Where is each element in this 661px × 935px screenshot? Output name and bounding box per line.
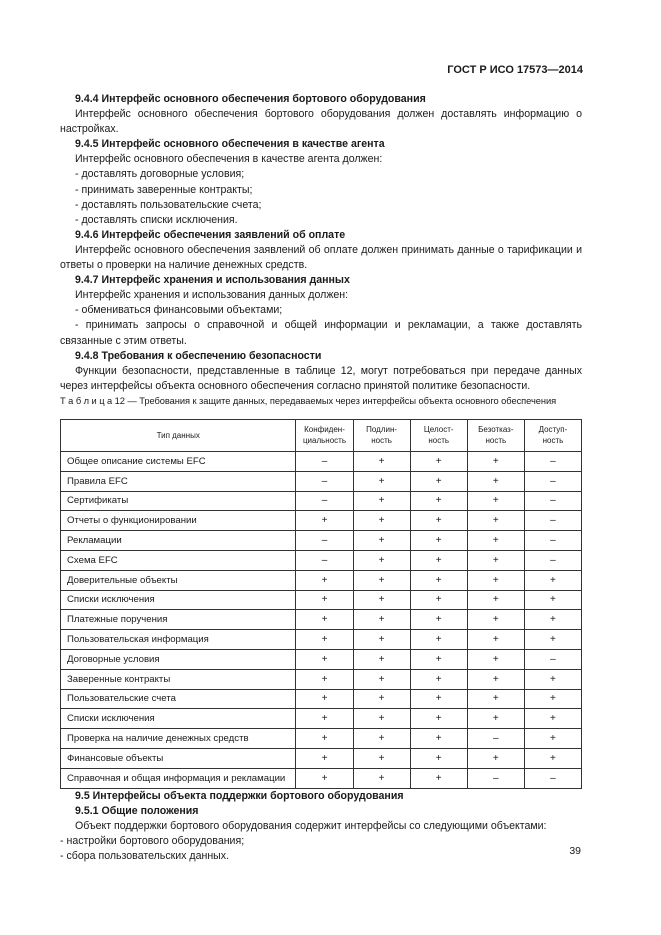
table-row (61, 748, 582, 768)
section-9-4-7-title: 9.4.7 Интерфейс хранения и использования данных (75, 274, 350, 287)
header-availability: Доступ- ность (524, 419, 581, 451)
cell-value: + (410, 451, 467, 471)
list-item: - обмениваться финансовыми объектами; (75, 304, 283, 317)
cell-value: + (296, 590, 353, 610)
cell-value: – (467, 729, 524, 749)
table-row (61, 550, 582, 570)
cell-value: + (410, 590, 467, 610)
cell-value: + (296, 649, 353, 669)
cell-value: + (524, 590, 581, 610)
table-row (61, 630, 582, 650)
list-item: - доставлять договорные условия; (75, 168, 245, 181)
cell-value: + (353, 610, 410, 630)
table-row (61, 669, 582, 689)
table-row (61, 471, 582, 491)
cell-data-type: Финансовые объекты (61, 748, 296, 768)
table-row (61, 649, 582, 669)
cell-value: + (410, 748, 467, 768)
cell-value: + (353, 630, 410, 650)
cell-value: + (524, 729, 581, 749)
document-header: ГОСТ Р ИСО 17573—2014 (447, 64, 583, 76)
table-row (61, 768, 582, 788)
cell-value: + (353, 590, 410, 610)
cell-value: + (296, 689, 353, 709)
cell-value: + (467, 491, 524, 511)
cell-data-type: Доверительные объекты (61, 570, 296, 590)
cell-value: – (524, 471, 581, 491)
cell-value: – (524, 451, 581, 471)
cell-value: + (410, 550, 467, 570)
table-row (61, 729, 582, 749)
header-data-type: Тип данных (61, 419, 296, 451)
section-9-4-6-title: 9.4.6 Интерфейс обеспечения заявлений об оплате (75, 228, 346, 241)
cell-value: + (467, 689, 524, 709)
cell-data-type: Проверка на наличие денежных средств (61, 729, 296, 749)
cell-data-type: Списки исключения (61, 590, 296, 610)
cell-value: + (353, 709, 410, 729)
cell-value: + (524, 689, 581, 709)
cell-value: + (410, 570, 467, 590)
section-9-4-4-text: Интерфейс основного обеспечения бортового оборудования должен доставлять информацию о настройках. (60, 108, 582, 136)
list-item: - принимать заверенные контракты; (75, 183, 253, 196)
cell-data-type: Платежные поручения (61, 610, 296, 630)
header-authenticity: Подлин- ность (353, 419, 410, 451)
cell-value: – (524, 768, 581, 788)
list-item: - доставлять списки исключения. (75, 213, 238, 226)
cell-value: + (467, 709, 524, 729)
table-row (61, 531, 582, 551)
cell-value: + (353, 669, 410, 689)
cell-value: + (410, 531, 467, 551)
cell-value: + (467, 610, 524, 630)
cell-value: + (410, 511, 467, 531)
cell-data-type: Заверенные контракты (61, 669, 296, 689)
cell-data-type: Пользовательская информация (61, 630, 296, 650)
cell-value: + (410, 630, 467, 650)
section-9-4-7-intro: Интерфейс хранения и использования данных должен: (75, 289, 349, 302)
cell-value: + (296, 511, 353, 531)
cell-value: + (353, 748, 410, 768)
cell-value: + (467, 550, 524, 570)
table-row (61, 610, 582, 630)
cell-data-type: Правила EFC (61, 471, 296, 491)
table-row (61, 689, 582, 709)
cell-value: + (524, 630, 581, 650)
section-9-4-4-title: 9.4.4 Интерфейс основного обеспечения бортового оборудования (75, 93, 426, 105)
cell-value: + (410, 669, 467, 689)
section-9-4-5-title: 9.4.5 Интерфейс основного обеспечения в качестве агента (75, 138, 385, 151)
list-item: - доставлять пользовательские счета; (75, 198, 262, 211)
cell-value: + (353, 570, 410, 590)
cell-value: + (467, 649, 524, 669)
cell-value: + (296, 748, 353, 768)
cell-value: – (296, 451, 353, 471)
cell-value: – (467, 768, 524, 788)
cell-value: + (467, 471, 524, 491)
table-row (61, 491, 582, 511)
table-row (61, 570, 582, 590)
cell-value: – (296, 471, 353, 491)
cell-data-type: Схема EFC (61, 550, 296, 570)
cell-value: – (524, 550, 581, 570)
cell-value: – (524, 649, 581, 669)
cell-data-type: Справочная и общая информация и рекламации (61, 768, 296, 788)
cell-value: + (410, 491, 467, 511)
cell-value: + (353, 531, 410, 551)
page-number: 39 (569, 845, 581, 857)
cell-value: + (296, 630, 353, 650)
list-item: - принимать запросы о справочной и общей информации и рекламации, а также доставлять связанные с этим ответы. (60, 319, 582, 347)
cell-value: + (296, 729, 353, 749)
cell-value: + (524, 709, 581, 729)
cell-value: + (353, 768, 410, 788)
table-row (61, 709, 582, 729)
cell-value: + (296, 709, 353, 729)
cell-value: + (467, 511, 524, 531)
cell-data-type: Отчеты о функционировании (61, 511, 296, 531)
cell-value: + (467, 630, 524, 650)
cell-value: + (296, 570, 353, 590)
section-9-5-1-title: 9.5.1 Общие положения (75, 804, 199, 817)
table-caption: Т а б л и ц а 12 — Требования к защите данных, передаваемых через интерфейсы объекта основного обеспечения (60, 395, 557, 406)
cell-data-type: Общее описание системы EFC (61, 451, 296, 471)
cell-value: – (296, 550, 353, 570)
cell-value: + (524, 610, 581, 630)
section-9-5-title: 9.5 Интерфейсы объекта поддержки бортового оборудования (75, 789, 404, 802)
header-confidentiality: Конфиден- циальность (296, 419, 353, 451)
section-9-4-8-text: Функции безопасности, представленные в таблице 12, могут потребоваться при передаче данных через интерфейсы объекта основного обеспечения согласно принятой политике безопасности. (60, 364, 582, 392)
cell-value: + (353, 649, 410, 669)
cell-value: + (353, 729, 410, 749)
cell-data-type: Списки исключения (61, 709, 296, 729)
cell-value: + (296, 610, 353, 630)
cell-data-type: Рекламации (61, 531, 296, 551)
cell-value: + (467, 531, 524, 551)
cell-value: + (353, 689, 410, 709)
cell-value: + (410, 768, 467, 788)
table-row (61, 590, 582, 610)
header-integrity: Целост- ность (410, 419, 467, 451)
cell-value: – (296, 491, 353, 511)
cell-data-type: Пользовательские счета (61, 689, 296, 709)
cell-value: + (467, 748, 524, 768)
cell-value: + (467, 590, 524, 610)
cell-value: – (296, 531, 353, 551)
cell-value: + (353, 550, 410, 570)
section-9-4-8-title: 9.4.8 Требования к обеспечению безопасности (75, 349, 322, 362)
table-header-row (61, 419, 582, 451)
table-row (61, 511, 582, 531)
cell-value: + (296, 768, 353, 788)
list-item: - сбора пользовательских данных. (60, 849, 230, 862)
cell-value: + (467, 451, 524, 471)
list-item: - настройки бортового оборудования; (60, 834, 245, 847)
cell-value: – (524, 491, 581, 511)
table-row (61, 451, 582, 471)
cell-value: + (410, 709, 467, 729)
cell-value: + (410, 649, 467, 669)
cell-value: + (524, 570, 581, 590)
cell-value: + (524, 748, 581, 768)
page-body (60, 92, 582, 864)
cell-value: – (524, 531, 581, 551)
cell-value: + (353, 451, 410, 471)
cell-value: + (410, 729, 467, 749)
cell-value: + (524, 669, 581, 689)
security-requirements-table (60, 419, 582, 789)
cell-value: + (296, 669, 353, 689)
cell-value: + (353, 471, 410, 491)
cell-value: + (410, 610, 467, 630)
cell-value: + (467, 570, 524, 590)
section-9-4-5-intro: Интерфейс основного обеспечения в качестве агента должен: (75, 153, 383, 166)
cell-data-type: Договорные условия (61, 649, 296, 669)
header-non-repudiation: Безотказ- ность (467, 419, 524, 451)
cell-value: + (353, 511, 410, 531)
section-9-5-1-intro: Объект поддержки бортового оборудования содержит интерфейсы со следующими объектами: (75, 819, 547, 832)
cell-value: + (410, 471, 467, 491)
section-9-4-6-text: Интерфейс основного обеспечения заявлений об оплате должен принимать данные о тарификации и ответы о проверки на наличие денежных средств. (60, 243, 582, 272)
cell-data-type: Сертификаты (61, 491, 296, 511)
cell-value: + (410, 689, 467, 709)
cell-value: + (467, 669, 524, 689)
cell-value: – (524, 511, 581, 531)
cell-value: + (353, 491, 410, 511)
